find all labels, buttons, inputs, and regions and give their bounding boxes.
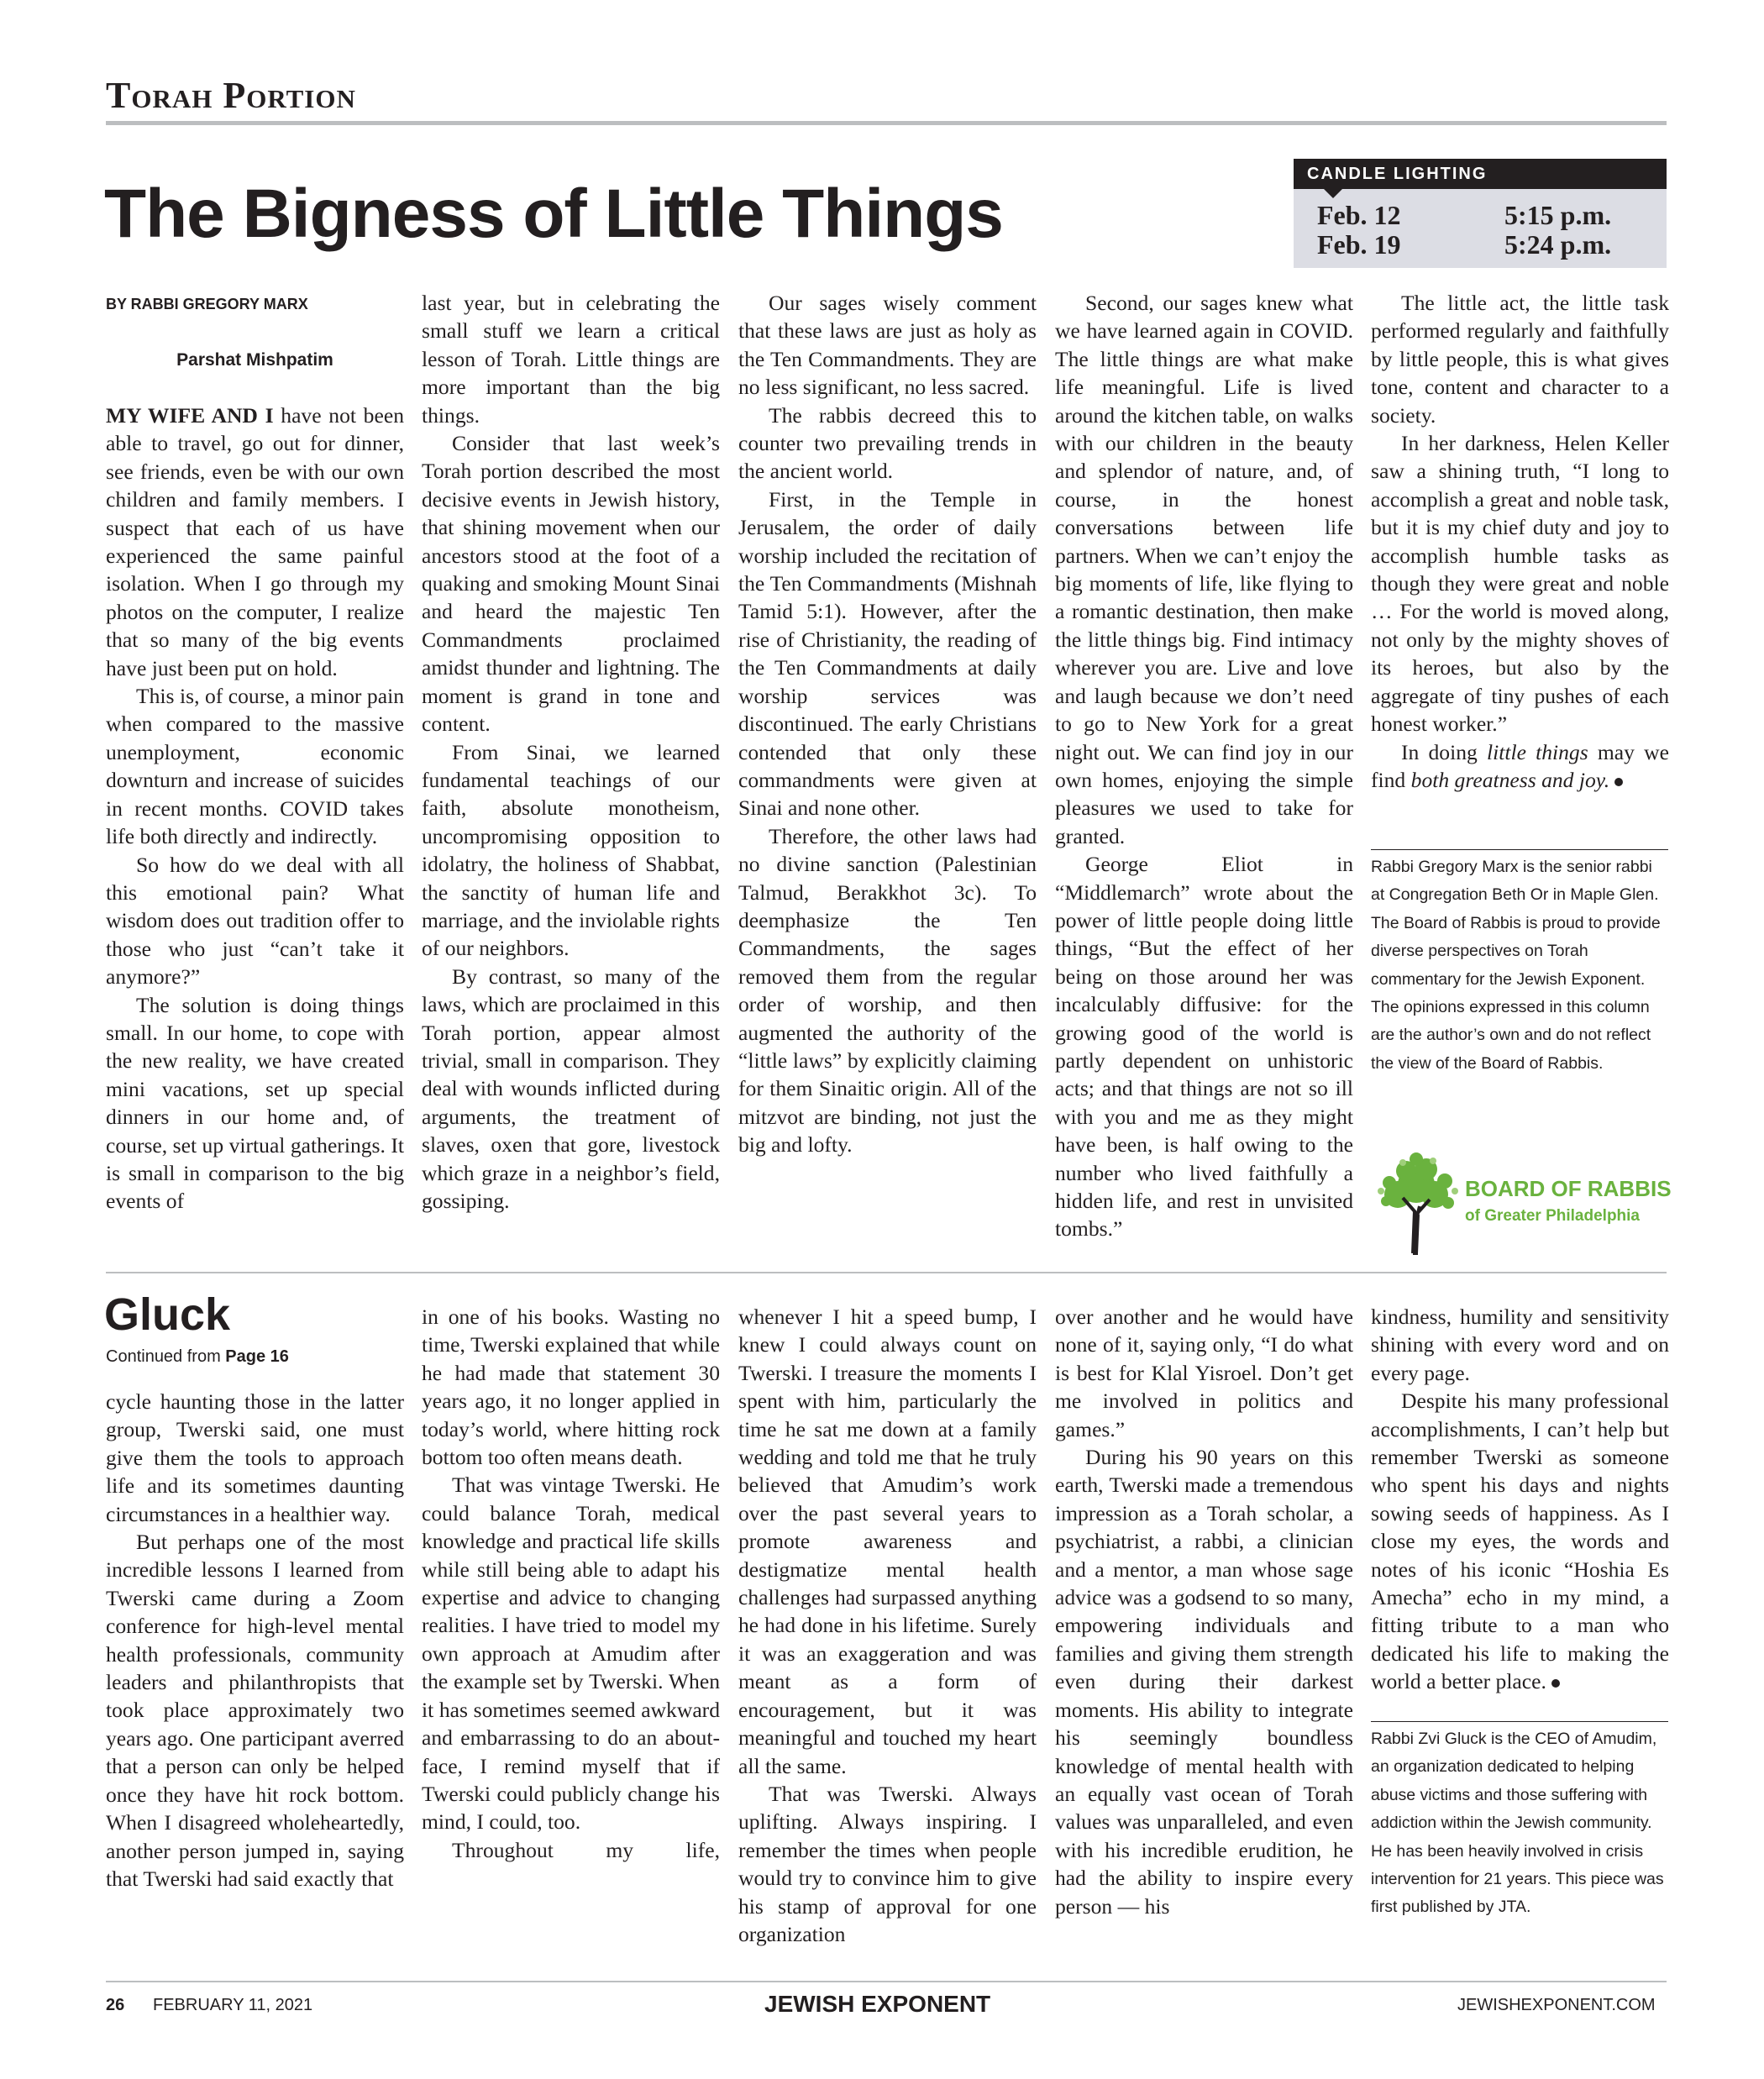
tree-icon bbox=[1378, 1152, 1458, 1255]
article1-column-4 bbox=[1055, 289, 1353, 1243]
author-bio: Rabbi Gregory Marx is the senior rabbi at Congregation Beth Or in Maple Glen. The Board of Rabbis is proud to provide diverse perspectives on Torah commentary for the Jewish Exponent. The opinions expressed in this column are the author’s own and do not reflect the view of the Board of Rabbis. bbox=[1371, 858, 1661, 1073]
article1-col5-para-2: In her darkness, Helen Keller saw a shining truth, “I long to accomplish a great and noble task, but it is my chief duty and joy to accomplish humble tasks as though they were great and noble … For the world is moved along, not only by the mighty shoves of its heroes, but also by the aggregate of tiny pushes of each honest worker.” bbox=[1371, 431, 1669, 737]
article2-col4-para-1: over another and he would have none of it, saying only, “I do what is best for Klal Yisroel. Don’t get me involved in politics and games.” bbox=[1055, 1305, 1353, 1441]
bio-rule bbox=[1371, 849, 1668, 850]
candle-time-2: 5:24 p.m. bbox=[1504, 229, 1612, 260]
article1-col1-para-1: MY WIFE AND I have not been able to travel, go out for dinner, see friends, even be with our own children and family members. I suspect that each of us have experienced the same painful isolation. When I go through my photos on the computer, I realize that so many of the big events have just been put on hold. bbox=[106, 403, 404, 680]
candle-date-1: Feb. 12 bbox=[1317, 200, 1401, 230]
page-title: The Bigness of Little Things bbox=[104, 176, 1003, 252]
article2-title: Gluck bbox=[104, 1289, 231, 1340]
article1-col1-para-2: This is, of course, a minor pain when compared to the massive unemployment, economic downturn and increase of suicides in recent months. COVID takes life both directly and indirectly. bbox=[106, 684, 404, 849]
logo-name: BOARD OF RABBIS bbox=[1465, 1176, 1672, 1201]
article1-col5-para-1: The little act, the little task performed regularly and faithfully by little people, this is what gives tone, content and character to a society. bbox=[1371, 291, 1669, 428]
article2-column-2 bbox=[422, 1303, 720, 1864]
candle-time-1: 5:15 p.m. bbox=[1504, 200, 1612, 230]
article1-col1-para-3: So how do we deal with all this emotional pain? What wisdom does out tradition offer to those who just “can’t take it anymore?” bbox=[106, 852, 404, 990]
website-link[interactable]: JEWISHEXPONENT.COM bbox=[1457, 1996, 1656, 2014]
author-bio: Rabbi Zvi Gluck is the CEO of Amudim, an organization dedicated to helping abuse victims and those suffering with addiction within the Jewish community. He has been heavily involved in crisis intervention for 21 years. This piece was first published by JTA. bbox=[1371, 1730, 1664, 1917]
article1-col3-para-3: First, in the Temple in Jerusalem, the order of daily worship included the recitation of the Ten Commandments (Mishnah Tamid 5:1). However, after the rise of Christianity, the reading of the Ten Commandments at daily worship services was discontinued. The early Christians contended that only these commandments were given at Sinai and none other. bbox=[738, 486, 1037, 821]
section-label: Torah Portion bbox=[106, 75, 356, 116]
end-bullet-icon bbox=[1551, 1679, 1560, 1688]
article1-col2-para-2: Consider that last week’s Torah portion described the most decisive events in Jewish history, that shining movement when our ancestors stood at the foot of a quaking and smoking Mount Sinai and heard the majestic Ten Commandments proclaimed amidst thunder and lightning. The moment is grand in tone and content. bbox=[422, 431, 720, 737]
candle-lighting-notch bbox=[1323, 188, 1343, 198]
article2-col1-para-1: cycle haunting those in the latter group, Twerski said, one must give them the tools to approach life and its sometimes daunting circumstances in a healthier way. bbox=[106, 1389, 404, 1526]
article1-col1-para-4: The solution is doing things small. In our home, to cope with the new reality, we have created mini vacations, set up special dinners in our home and, of course, set up virtual gatherings. It is small in comparison to the big events of bbox=[106, 992, 404, 1214]
article1-col4-para-2: George Eliot in “Middlemarch” wrote about the power of little people doing little things, “But the effect of her being on those around her was incalculably diffusive: for the growing good of the world is partly dependent on unhistoric acts; and that things are not so ill with you and me as they might have been, is half owing to the number who lived faithfully a hidden life, and rest in unvisited tombs.” bbox=[1055, 852, 1353, 1242]
byline: BY RABBI GREGORY MARX bbox=[106, 296, 308, 312]
article1-closing: In doing little things may we find both greatness and joy. bbox=[1371, 739, 1669, 792]
article1-column-1 bbox=[106, 402, 404, 1215]
article2-col2-para-2: That was vintage Twerski. He could balance Torah, medical knowledge and practical life skills while still being able to adapt his expertise and advice to changing realities. I have tried to model my own approach at Amudim after the example set by Twerski. When it has sometimes seemed awkward and embarrassing to do an about-face, I remind myself that if Twerski could publicly change his mind, I could, too. bbox=[422, 1473, 720, 1835]
article2-col5-para-2: Despite his many professional accomplishments, I can’t help but remember Twerski as someone who spent his days and nights sowing seeds of happiness. As I close my eyes, the words and notes of his iconic “Hoshia Es Amecha” echo in my mind, a fitting tribute to a man who dedicated his life to making the world a better place. bbox=[1371, 1389, 1669, 1694]
article1-col3-para-4: Therefore, the other laws had no divine sanction (Palestinian Talmud, Berakkhot 3c). To deemphasize the Ten Commandments, the sages removed them from the regular order of worship, and then augmented the authority of the “little laws” by explicitly claiming for them Sinaitic origin. All of the mitzvot are binding, not just the big and lofty. bbox=[738, 823, 1037, 1158]
section-divider bbox=[106, 1272, 1667, 1273]
article2-col3-para-2: That was Twerski. Always uplifting. Always inspiring. I remember the times when people would try to convince him to give his stamp of approval for one organization bbox=[738, 1781, 1037, 1946]
article2-column-3 bbox=[738, 1303, 1037, 1948]
candle-date-2: Feb. 19 bbox=[1317, 229, 1401, 260]
footer-rule bbox=[106, 1981, 1667, 1982]
issue-date: FEBRUARY 11, 2021 bbox=[153, 1996, 313, 2014]
section-rule bbox=[106, 121, 1667, 125]
article2-col1-para-2: But perhaps one of the most incredible lessons I learned from Twerski came during a Zoom conference for high-level mental health professionals, community leaders and philanthropists that took place approximately two years ago. One participant averred that a person can only be helped once they have hit rock bottom. When I disagreed wholeheartedly, another person jumped in, saying that Twerski had said exactly that bbox=[106, 1530, 404, 1891]
continued-page-link[interactable]: Page 16 bbox=[225, 1347, 289, 1366]
article2-col4-para-2: During his 90 years on this earth, Twerski made a tremendous impression as a Torah scholar, a psychiatrist, a rabbi, a clinician and a mentor, a man whose sage advice was a godsend to so many, empowering individuals and families and giving them strength even during their darkest moments. His ability to integrate his seemingly boundless knowledge of mental health with an equally vast ocean of Torah values was unparalleled, and even with his incredible erudition, he had the ability to inspire every person — his bbox=[1055, 1445, 1353, 1919]
article2-col3-para-1: whenever I hit a speed bump, I knew I could always count on Twerski. I treasure the moments I spent with him, particularly the time he sat me down at a family wedding and told me that he truly believed that Amudim’s work over the past several years to promote awareness and destigmatize mental health challenges had surpassed anything he had done in his lifetime. Surely it was an exaggeration and was meant as a form of encouragement, but it was meaningful and touched my heart all the same. bbox=[738, 1305, 1037, 1778]
logo-subtitle: of Greater Philadelphia bbox=[1465, 1207, 1640, 1225]
publication-name: JEWISH EXPONENT bbox=[764, 1991, 991, 2017]
bio-rule bbox=[1371, 1721, 1668, 1722]
parsha-name: Parshat Mishpatim bbox=[176, 350, 333, 370]
page-number: 26 bbox=[106, 1996, 125, 2014]
article1-column-5 bbox=[1371, 289, 1669, 794]
article2-col2-para-1: in one of his books. Wasting no time, Twerski explained that while he had made that statement 30 years ago, it no longer applied in today’s world, where hitting rock bottom too often means death. bbox=[422, 1305, 720, 1470]
end-bullet-icon bbox=[1614, 778, 1623, 786]
article1-col2-para-4: By contrast, so many of the laws, which are proclaimed in this Torah portion, appear almost trivial, small in comparison. They deal with wounds inflicted during arguments, the treatment of slaves, oxen that gore, livestock which graze in a neighbor’s field, gossiping. bbox=[422, 963, 720, 1213]
article1-col3-para-2: The rabbis decreed this to counter two prevailing trends in the ancient world. bbox=[738, 402, 1037, 484]
article2-col5-para-1: kindness, humility and sensitivity shining with every word and on every page. bbox=[1371, 1305, 1669, 1385]
article2-col2-para-3: Throughout my life, bbox=[452, 1837, 720, 1862]
candle-lighting-title: CANDLE LIGHTING bbox=[1294, 159, 1667, 189]
article1-col3-para-1: Our sages wisely comment that these laws are just as holy as the Ten Commandments. They are no less significant, no less sacred. bbox=[738, 291, 1037, 400]
article1-col2-para-3: From Sinai, we learned fundamental teachings of our faith, absolute monotheism, uncompromising opposition to idolatry, the holiness of Shabbat, the sanctity of human life and marriage, and the inviolable rights of our neighbors. bbox=[422, 739, 720, 961]
lead-in: MY WIFE AND I bbox=[106, 403, 274, 428]
article1-col2-para-1: last year, but in celebrating the small stuff we learn a critical lesson of Torah. Little things are more important than the big things. bbox=[422, 291, 720, 428]
article2-column-4 bbox=[1055, 1303, 1353, 1920]
continued-from: Continued from Page 16 bbox=[106, 1347, 289, 1366]
article1-column-2 bbox=[422, 289, 720, 1215]
article1-column-3 bbox=[738, 289, 1037, 1159]
article2-column-1 bbox=[106, 1388, 404, 1893]
board-of-rabbis-logo bbox=[1369, 1151, 1672, 1260]
article1-col4-para-1: Second, our sages knew what we have learned again in COVID. The little things are what make life meaningful. Life is lived around the kitchen table, on walks with our children in the beauty and splendor of nature, and, of course, in the honest conversations between life partners. When we can’t enjoy the big moments of life, like flying to a romantic destination, then make the little things big. Find intimacy wherever you are. Live and love and laugh because we don’t need to go to New York for a great night out. We can find joy in our own homes, enjoying the simple pleasures we used to take for granted. bbox=[1055, 291, 1353, 848]
article2-column-5 bbox=[1371, 1303, 1669, 1696]
